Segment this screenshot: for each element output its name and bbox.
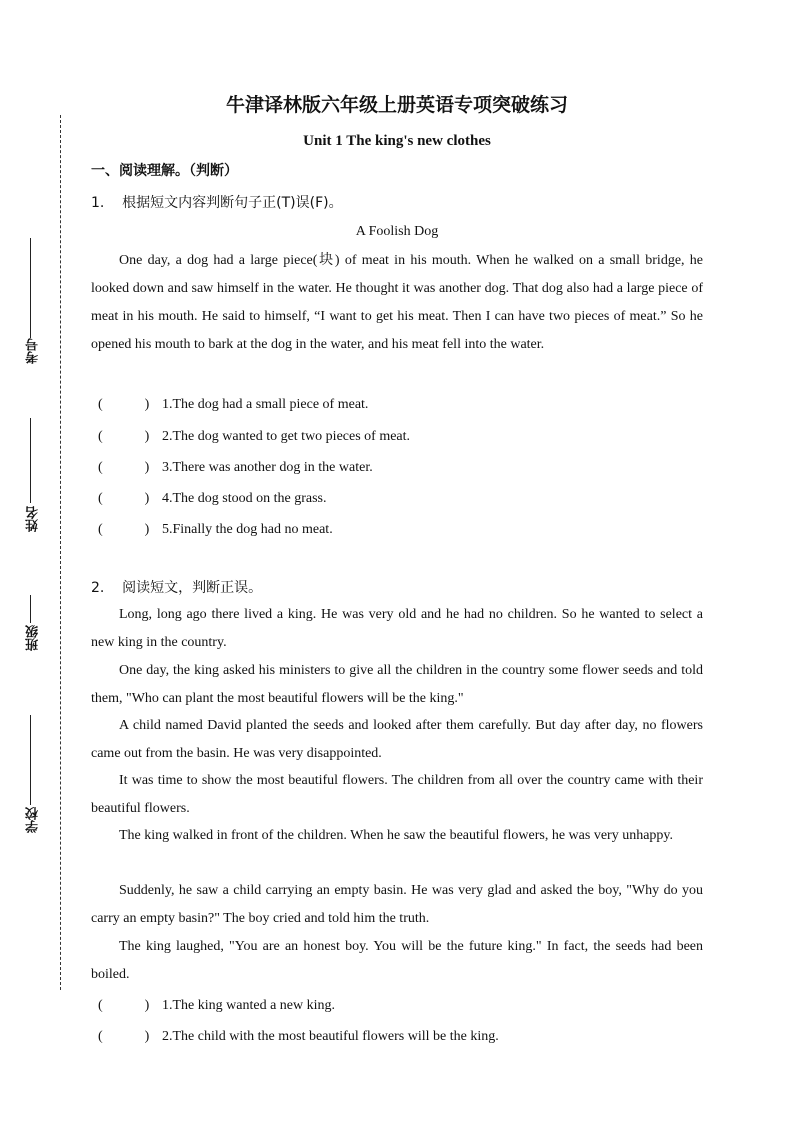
section-heading: 一、阅读理解。（判断）: [91, 163, 238, 179]
answer-blank[interactable]: ( ): [98, 429, 150, 444]
q2-item-1-text: 1.The king wanted a new king.: [162, 998, 336, 1013]
q2-paragraph-6: Suddenly, he saw a child carrying an empty basin. He was very glad and asked the boy, "Why do you carry an empty basin?" The boy cried and told him the truth.: [91, 883, 703, 926]
exam-number-field[interactable]: [14, 238, 54, 378]
q2-item-1: [98, 994, 335, 1014]
q1-item-2-text: 2.The dog wanted to get two pieces of meat.: [162, 429, 411, 444]
name-field[interactable]: [14, 418, 54, 548]
answer-blank[interactable]: ( ): [98, 491, 150, 506]
q2-paragraph-7: The king laughed, "You are an honest boy. You will be the future king." In fact, the seeds had been boiled.: [91, 939, 703, 982]
q1-item-2: [98, 425, 410, 445]
q2-paragraph-5: The king walked in front of the children. When he saw the beautiful flowers, he was very unhappy.: [119, 828, 673, 843]
school-label: 学校: [26, 807, 41, 833]
q1-item-5: [98, 518, 333, 538]
q1-item-5-text: 5.Finally the dog had no meat.: [162, 522, 333, 537]
exam-number-line: [30, 238, 31, 338]
story-paragraph: One day, a dog had a large piece(块) of meat in his mouth. When he walked on a small bridge, he looked down and saw himself in the water. He thought it was another dog. That dog also had a large piece of meat in his mouth. He said to himself, “I want to get his meat. Then I can have two pieces of meat.” So he opened his mouth to bark at the dog in the water, and his meat fell into the water.: [91, 253, 703, 352]
answer-blank[interactable]: ( ): [98, 522, 150, 537]
question-2-prompt: 2. 阅读短文，判断正误。: [91, 580, 263, 596]
name-label: 姓名: [26, 506, 41, 532]
school-line: [30, 715, 31, 805]
name-line: [30, 418, 31, 503]
q2-paragraph-4: It was time to show the most beautiful flowers. The children from all over the country came with their beautiful flowers.: [91, 773, 703, 816]
q1-item-1-text: 1.The dog had a small piece of meat.: [162, 397, 369, 412]
q1-item-4-text: 4.The dog stood on the grass.: [162, 491, 327, 506]
q2-paragraph-2: One day, the king asked his ministers to give all the children in the country some flower seeds and told them, "Who can plant the most beautiful flowers will be the king.": [91, 663, 703, 706]
q1-item-4: [98, 487, 326, 507]
q2-item-2-text: 2.The child with the most beautiful flowers will be the king.: [162, 1029, 499, 1044]
answer-blank[interactable]: ( ): [98, 397, 150, 412]
unit-subtitle: Unit 1 The king's new clothes: [303, 133, 491, 149]
class-line: [30, 595, 31, 623]
q2-paragraph-1: Long, long ago there lived a king. He was very old and he had no children. So he wanted to select a new king in the country.: [91, 607, 703, 650]
page-title: 牛津译林版六年级上册英语专项突破练习: [225, 94, 568, 116]
question-1-prompt: 1. 根据短文内容判断句子正(T)误(F)。: [91, 195, 343, 211]
class-field[interactable]: [14, 595, 54, 665]
q2-paragraph-3: A child named David planted the seeds and looked after them carefully. But day after day, no flowers came out from the basin. He was very disappointed.: [91, 718, 703, 761]
answer-blank[interactable]: ( ): [98, 1029, 150, 1044]
binding-dashed-line: [60, 115, 61, 990]
class-label: 班级: [26, 625, 41, 651]
q1-item-3: [98, 456, 373, 476]
q2-item-2: [98, 1025, 499, 1045]
school-field[interactable]: [14, 715, 54, 845]
answer-blank[interactable]: ( ): [98, 998, 150, 1013]
q1-item-1: [98, 393, 368, 413]
q1-item-3-text: 3.There was another dog in the water.: [162, 460, 373, 475]
answer-blank[interactable]: ( ): [98, 460, 150, 475]
story-title: A Foolish Dog: [355, 224, 439, 239]
exam-number-label: 考号: [26, 338, 41, 364]
